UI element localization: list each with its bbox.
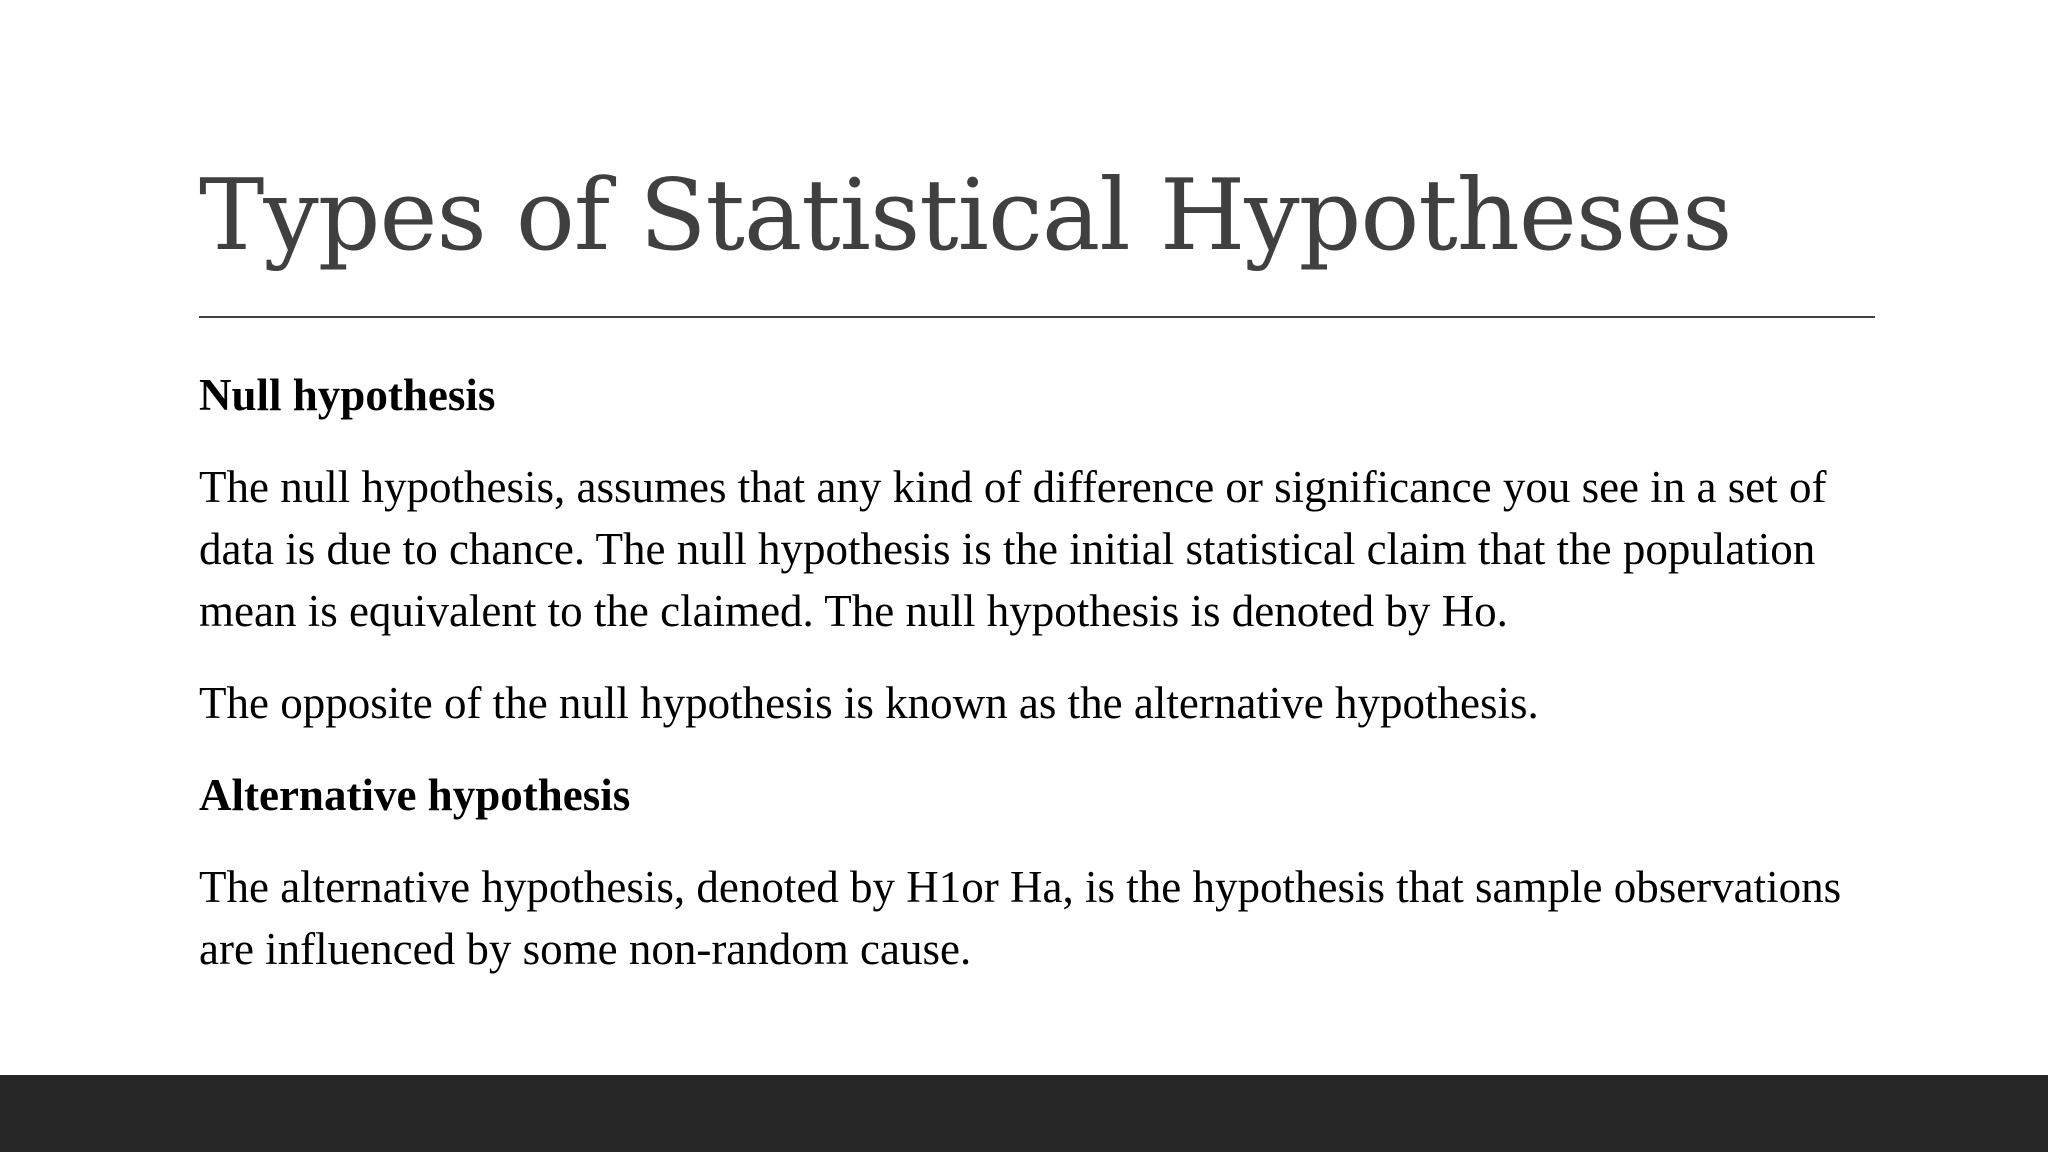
alternative-hypothesis-heading: Alternative hypothesis — [199, 770, 631, 820]
footer-bar — [0, 1075, 2048, 1152]
slide-title: Types of Statistical Hypotheses — [199, 159, 1732, 273]
null-hypothesis-opposite-note: The opposite of the null hypothesis is known as the alternative hypothesis. — [199, 678, 1539, 728]
alternative-hypothesis-definition: The alternative hypothesis, denoted by H1or Ha, is the hypothesis that sample observations are influenced by some non-random cause. — [199, 862, 1842, 974]
title-divider — [199, 316, 1875, 318]
null-hypothesis-heading: Null hypothesis — [199, 370, 496, 420]
null-hypothesis-definition: The null hypothesis, assumes that any kind of difference or significance you see in a set of data is due to chance. The null hypothesis is the initial statistical claim that the population mean is equivalent to the claimed. The null hypothesis is denoted by Ho. — [199, 462, 1827, 636]
slide-body — [199, 364, 1879, 1010]
